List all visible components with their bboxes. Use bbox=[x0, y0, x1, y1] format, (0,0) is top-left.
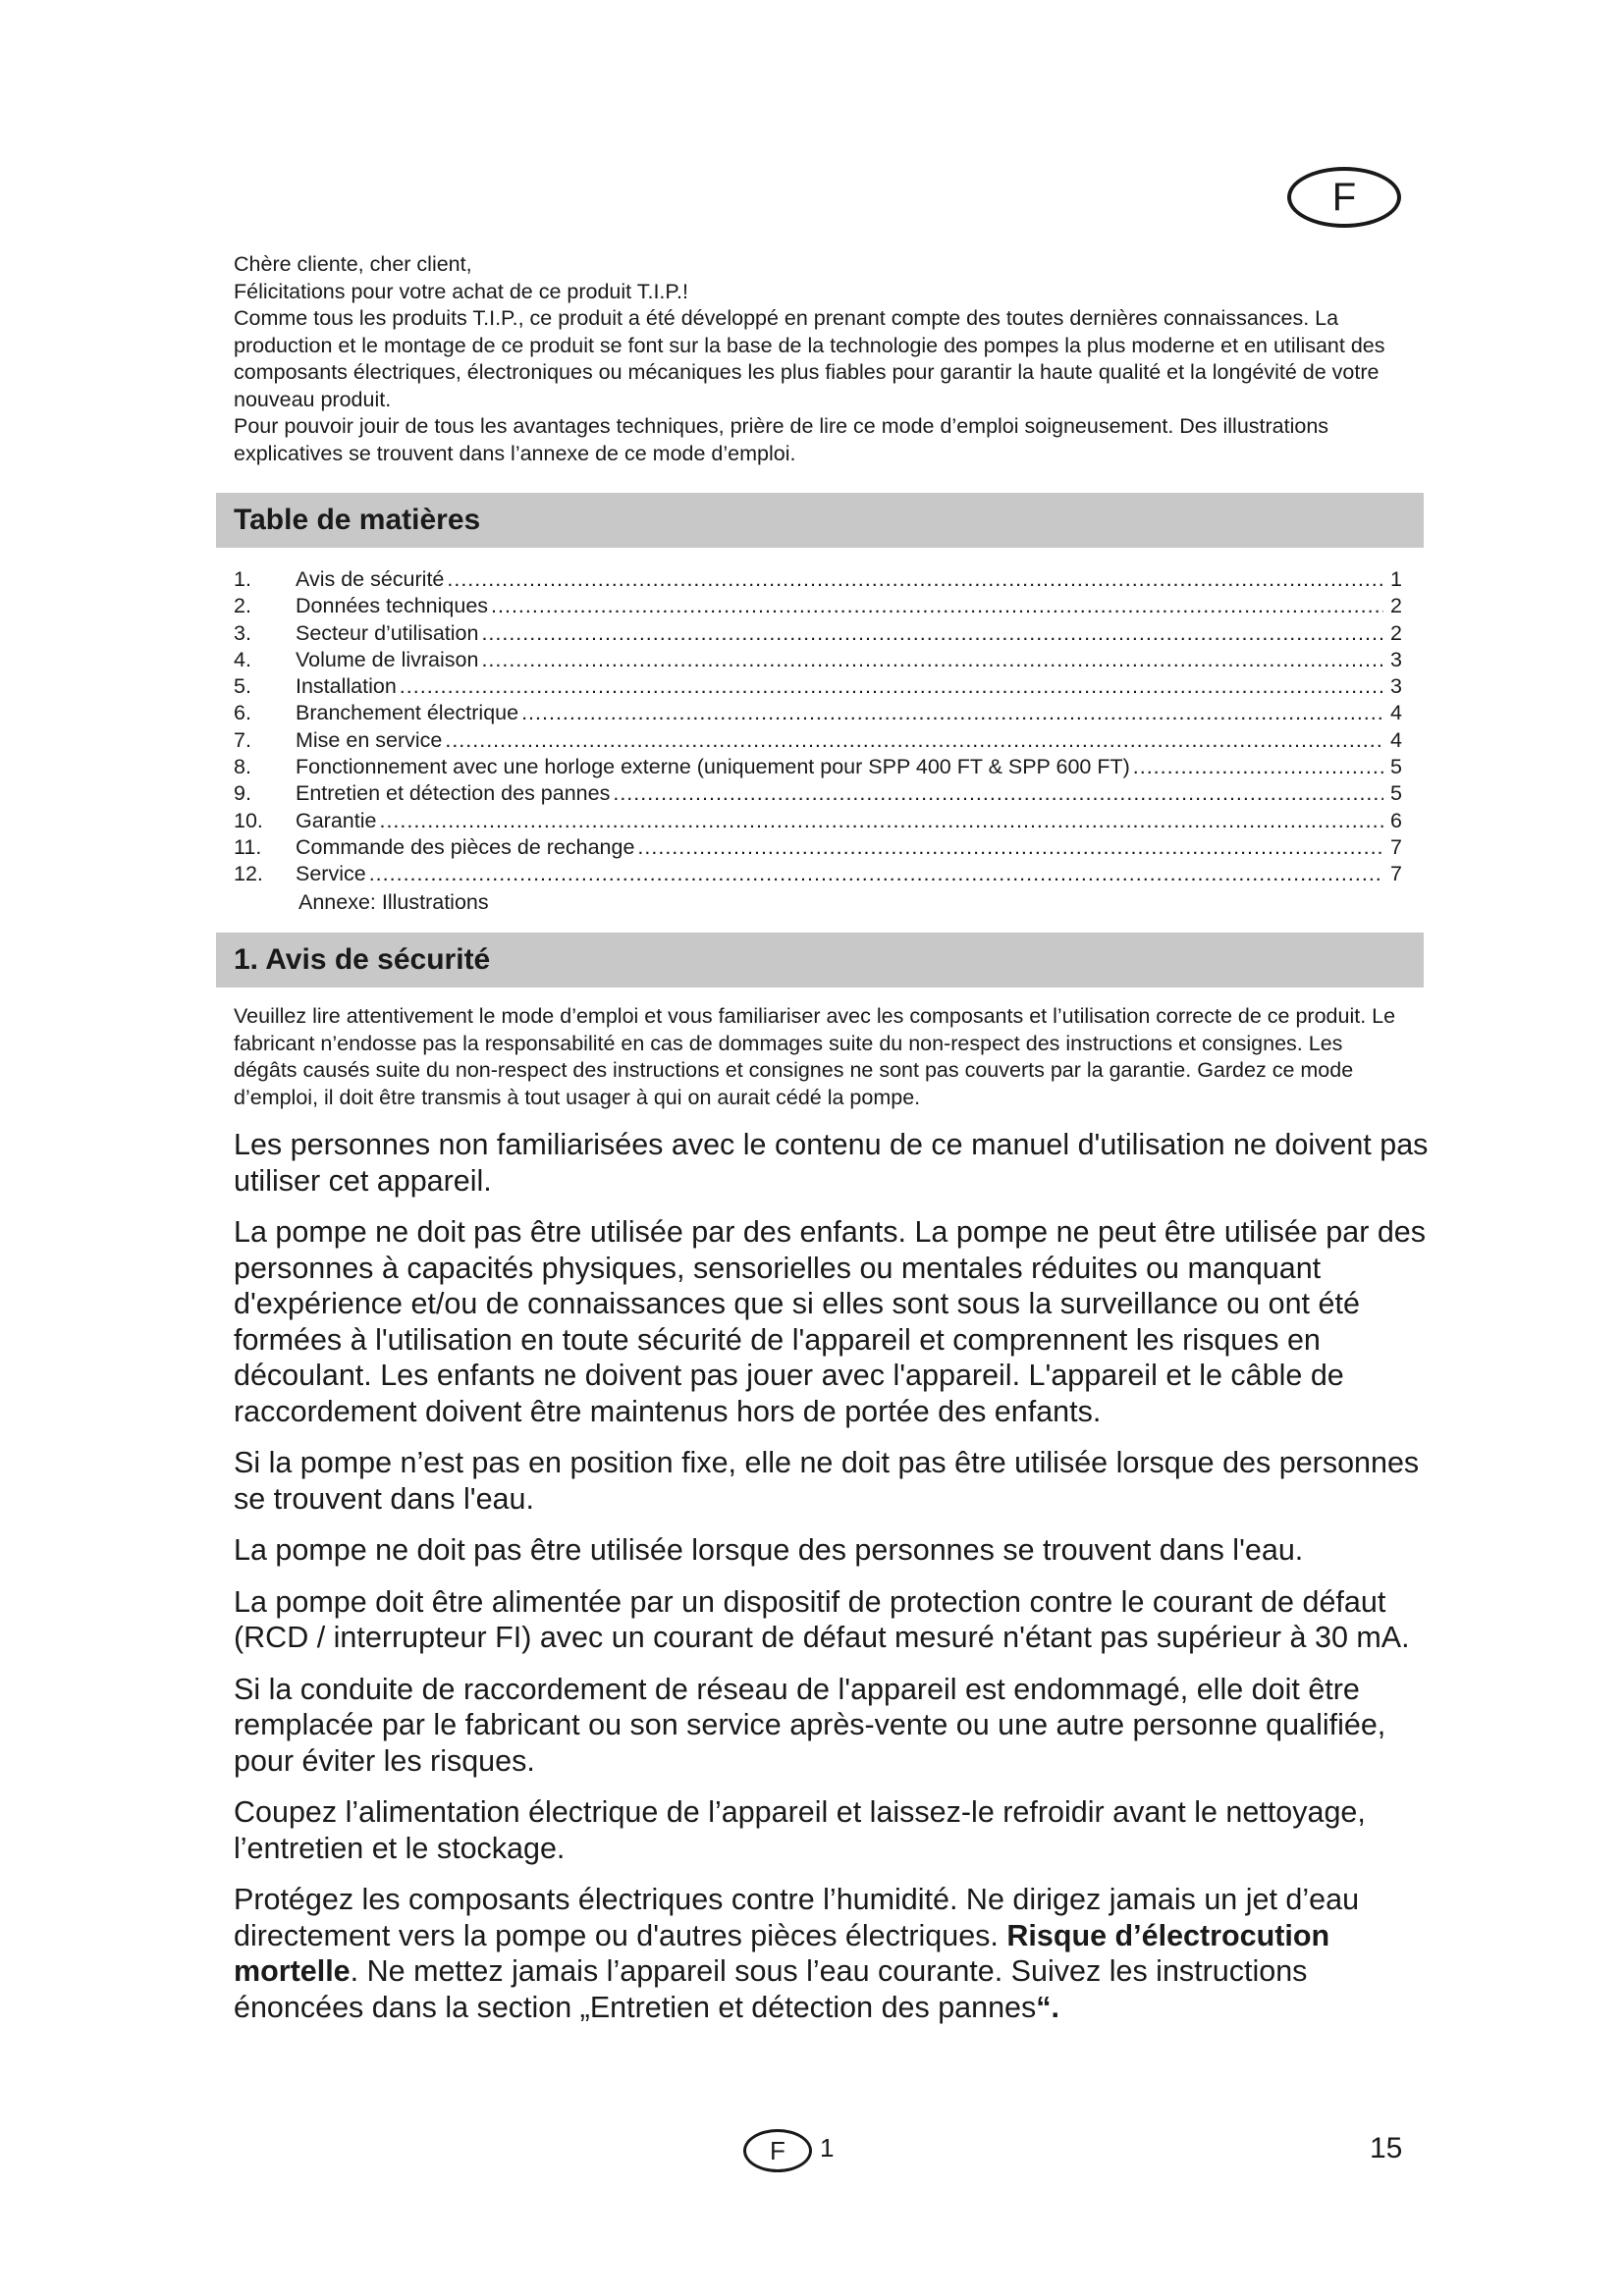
electrocution-text-2: . Ne mettez jamais l’appareil sous l’eau courante. Suivez les instructions énoncées dans la section „Entretien et détection des pannes bbox=[234, 1954, 1308, 2024]
safety-paragraph: La pompe doit être alimentée par un dispositif de protection contre le courant de défaut (RCD / interrupteur FI) avec un courant de défaut mesuré n'étant pas supérieur à 30 mA. bbox=[234, 1584, 1410, 1654]
safety-paragraph: Si la conduite de raccordement de réseau de l'appareil est endommagé, elle doit être remplacée par le fabricant ou son service après-vente ou une autre personne qualifiée, pour éviter les risques. bbox=[234, 1672, 1386, 1778]
toc-item bbox=[234, 648, 1402, 674]
toc-item-page: 7 bbox=[1390, 834, 1402, 859]
toc-item-leader bbox=[481, 621, 1383, 646]
toc-item bbox=[234, 809, 1402, 835]
toc-item-leader bbox=[1133, 755, 1383, 779]
toc-item-page: 4 bbox=[1390, 727, 1402, 752]
intro-line: Pour pouvoir jouir de tous les avantages techniques, prière de lire ce mode d’emploi soigneusement. Des illustrations explicatives se trouvent dans l’annexe de ce mode d’emploi. bbox=[234, 414, 1329, 465]
section-1-intro: Veuillez lire attentivement le mode d’emploi et vous familiariser avec les composants et l’utilisation correcte de ce produit. Le fabricant n’endosse pas la responsabilité en cas de dommages suite du non-respect des instructions et consignes. Les dégâts causés suite du non-respect des instructions et consignes ne sont pas couverts par la garantie. Gardez ce mode d’emploi, il doit être transmis à tout usager à qui on aurait cédé la pompe. bbox=[234, 1004, 1396, 1109]
toc-item-leader bbox=[445, 728, 1383, 753]
toc-item-title: Commande des pièces de rechange bbox=[296, 834, 635, 859]
toc-item bbox=[234, 674, 1402, 701]
toc-item-page: 5 bbox=[1390, 781, 1402, 806]
table-of-contents bbox=[234, 567, 1402, 915]
toc-item-title: Entretien et détection des pannes bbox=[296, 781, 611, 806]
toc-item-page: 2 bbox=[1390, 594, 1402, 618]
toc-item bbox=[234, 755, 1402, 781]
toc-item-title: Avis de sécurité bbox=[296, 567, 445, 591]
toc-annex: Annexe: Illustrations bbox=[298, 889, 489, 914]
intro-text bbox=[234, 251, 1392, 467]
toc-item-number: 9. bbox=[234, 781, 251, 806]
toc-item bbox=[234, 781, 1402, 808]
toc-item bbox=[234, 835, 1402, 862]
language-badge-letter: F bbox=[1331, 176, 1357, 219]
electrocution-text-end: “. bbox=[1036, 1990, 1060, 2024]
toc-item bbox=[234, 594, 1402, 620]
toc-item-leader bbox=[379, 809, 1383, 833]
toc-item-title: Branchement électrique bbox=[296, 701, 519, 725]
section-1-heading: 1. Avis de sécurité bbox=[234, 943, 491, 976]
toc-heading-bar bbox=[216, 493, 1424, 548]
toc-item-page: 6 bbox=[1390, 808, 1402, 832]
toc-heading: Table de matières bbox=[234, 504, 481, 536]
toc-item-leader bbox=[481, 648, 1383, 672]
toc-item-number: 1. bbox=[234, 567, 251, 591]
safety-paragraph: Les personnes non familiarisées avec le contenu de ce manuel d'utilisation ne doivent pas utiliser cet appareil. bbox=[234, 1128, 1429, 1198]
toc-item-number: 6. bbox=[234, 701, 251, 725]
toc-item-title: Mise en service bbox=[296, 727, 443, 752]
toc-item-title: Fonctionnement avec une horloge externe (uniquement pour SPP 400 FT & SPP 600 FT) bbox=[296, 755, 1130, 779]
toc-item-title: Secteur d’utilisation bbox=[296, 620, 479, 645]
toc-item-number: 2. bbox=[234, 594, 251, 618]
toc-item-page: 5 bbox=[1390, 755, 1402, 779]
toc-item-page: 4 bbox=[1390, 701, 1402, 725]
toc-item-leader bbox=[369, 862, 1383, 886]
safety-paragraph: Coupez l’alimentation électrique de l’appareil et laissez-le refroidir avant le nettoyage, l’entretien et le stockage. bbox=[234, 1795, 1366, 1865]
toc-item-title: Garantie bbox=[296, 808, 377, 832]
toc-item-title: Volume de livraison bbox=[296, 647, 479, 671]
toc-item-number: 10. bbox=[234, 808, 263, 832]
electrocution-text-1: Protégez les composants électriques contre l’humidité. Ne dirigez jamais un jet d’eau directement vers la pompe ou d'autres pièces électriques. bbox=[234, 1883, 1360, 1952]
footer-language-badge-icon bbox=[743, 2129, 812, 2172]
toc-item-leader bbox=[400, 674, 1383, 699]
toc-item bbox=[234, 862, 1402, 888]
footer-badge-page: 1 bbox=[820, 2133, 835, 2163]
toc-item bbox=[234, 621, 1402, 648]
safety-paragraph: La pompe ne doit pas être utilisée par des enfants. La pompe ne peut être utilisée par des personnes à capacités physiques, sensorielles ou mentales réduites ou manquant d'expérience et/ou de connaissances que si elles sont sous la surveillance ou ont été formées à l'utilisation en toute sécurité de l'appareil et comprennent les risques en découlant. Les enfants ne doivent pas jouer avec l'appareil. L'appareil et le câble de raccordement doivent être maintenus hors de portée des enfants. bbox=[234, 1215, 1427, 1428]
language-badge-icon bbox=[1287, 167, 1401, 228]
toc-item bbox=[234, 701, 1402, 727]
section-1-heading-bar bbox=[216, 933, 1424, 988]
toc-item-number: 12. bbox=[234, 862, 263, 886]
safety-paragraph-electrocution bbox=[234, 1882, 1432, 2025]
toc-item-leader bbox=[613, 781, 1383, 806]
toc-item-page: 1 bbox=[1390, 567, 1402, 591]
toc-item bbox=[234, 567, 1402, 594]
toc-item-title: Données techniques bbox=[296, 594, 489, 618]
toc-item-number: 3. bbox=[234, 620, 251, 645]
intro-line: Comme tous les produits T.I.P., ce produit a été développé en prenant compte des toutes dernières connaissances. La production et le montage de ce produit se font sur la base de la technologie des pompes la plus moderne et en utilisant des composants électriques, électroniques ou mécaniques les plus fiables pour garantir la haute qualité et la longévité de votre nouveau produit. bbox=[234, 306, 1385, 411]
intro-line: Chère cliente, cher client, bbox=[234, 252, 472, 276]
toc-item-leader bbox=[491, 594, 1383, 618]
toc-item-number: 4. bbox=[234, 647, 251, 671]
toc-item-page: 3 bbox=[1390, 647, 1402, 671]
toc-item-page: 7 bbox=[1390, 862, 1402, 886]
safety-paragraph: La pompe ne doit pas être utilisée lorsque des personnes se trouvent dans l'eau. bbox=[234, 1533, 1304, 1567]
toc-item-leader bbox=[447, 567, 1383, 592]
toc-item-leader bbox=[637, 835, 1383, 860]
safety-paragraph: Si la pompe n’est pas en position fixe, elle ne doit pas être utilisée lorsque des personnes se trouvent dans l'eau. bbox=[234, 1446, 1420, 1516]
safety-paragraphs bbox=[234, 1127, 1432, 2041]
electrocution-warning: Risque d’électrocution mortelle bbox=[234, 1918, 1330, 1988]
toc-item-title: Service bbox=[296, 862, 366, 886]
intro-line: Félicitations pour votre achat de ce produit T.I.P.! bbox=[234, 279, 688, 303]
footer-badge-letter: F bbox=[770, 2136, 785, 2165]
toc-item-number: 5. bbox=[234, 674, 251, 699]
toc-item-number: 8. bbox=[234, 755, 251, 779]
toc-item-number: 11. bbox=[234, 834, 262, 859]
toc-item-page: 3 bbox=[1390, 674, 1402, 699]
toc-item-page: 2 bbox=[1390, 620, 1402, 645]
page-number: 15 bbox=[1370, 2132, 1403, 2164]
toc-item-leader bbox=[521, 701, 1383, 725]
toc-item-title: Installation bbox=[296, 674, 397, 699]
toc-item-number: 7. bbox=[234, 727, 251, 752]
toc-item bbox=[234, 728, 1402, 755]
